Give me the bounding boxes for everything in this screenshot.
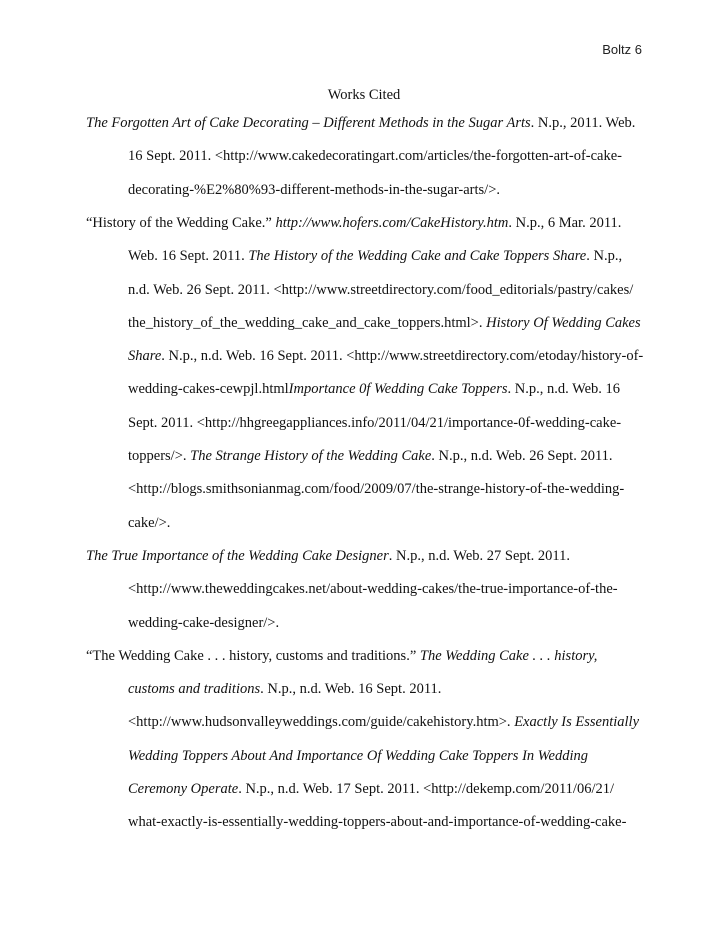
citation-continuation-line	[128, 181, 500, 199]
page-header: Boltz 6	[602, 42, 642, 57]
citation-text: . N.p., n.d. Web. 16 Sept. 2011. <http://www.streetdirectory.com/etoday/history-of-	[161, 348, 644, 365]
citation-continuation-line	[128, 680, 441, 698]
citation-continuation-line	[128, 813, 626, 831]
italic-title-text: The Wedding Cake . . . history,	[419, 647, 598, 664]
citation-text: . N.p., n.d. Web. 26 Sept. 2011.	[431, 448, 613, 464]
citation-continuation-line	[128, 480, 624, 498]
citation-text: 16 Sept. 2011. <http://www.cakedecoratingart.com/articles/the-forgotten-art-of-cake-	[128, 148, 623, 165]
citation-continuation-line	[128, 314, 641, 332]
italic-title-text: The True Importance of the Wedding Cake Designer	[86, 547, 389, 564]
citation-text: <http://blogs.smithsonianmag.com/food/2009/07/the-strange-history-of-the-wedding-	[128, 481, 625, 498]
citation-text: cake/>.	[128, 514, 171, 531]
citation-text: “The Wedding Cake . . . history, customs and traditions.”	[86, 647, 420, 664]
citation-text: what-exactly-is-essentially-wedding-toppers-about-and-importance-of-wedding-cake-	[128, 814, 627, 831]
citation-text: . N.p.,	[586, 248, 623, 265]
citation-continuation-line	[128, 147, 622, 165]
citation-text: decorating-%E2%80%93-different-methods-in-the-sugar-arts/>.	[128, 181, 501, 198]
italic-title-text: http://www.hofers.com/CakeHistory.htm	[275, 214, 509, 231]
italic-title-text: Wedding Toppers About And Importance Of Wedding Cake Toppers In Wedding	[128, 747, 588, 764]
citation-continuation-line	[128, 580, 618, 598]
italic-title-text: Importance 0f Wedding Cake Toppers	[288, 381, 508, 398]
citation-continuation-line	[128, 514, 170, 532]
citation-continuation-line	[128, 780, 614, 798]
italic-title-text: Ceremony Operate	[128, 781, 239, 797]
citation-first-line	[86, 114, 635, 132]
citation-continuation-line	[128, 247, 622, 265]
citation-first-line	[86, 647, 597, 665]
citation-text: toppers/>.	[128, 448, 191, 464]
citation-text: . N.p., n.d. Web. 27 Sept. 2011.	[388, 547, 571, 564]
citation-text: Sept. 2011. <http://hhgreegappliances.info/2011/04/21/importance-0f-wedding-cake-	[128, 414, 622, 431]
citation-text: <http://www.hudsonvalleyweddings.com/guide/cakehistory.htm>.	[128, 714, 515, 731]
citation-first-line	[86, 214, 621, 232]
citation-text: wedding-cake-designer/>.	[128, 614, 280, 631]
citation-continuation-line	[128, 614, 279, 632]
italic-title-text: History Of Wedding Cakes	[486, 314, 641, 331]
citation-text: . N.p., 6 Mar. 2011.	[508, 214, 622, 231]
citation-text: . N.p., n.d. Web. 16	[507, 381, 621, 398]
citation-continuation-line	[128, 347, 643, 365]
citation-text: . N.p., 2011. Web.	[530, 115, 636, 131]
citation-text: “History of the Wedding Cake.”	[86, 214, 276, 231]
italic-title-text: Exactly Is Essentially	[514, 714, 640, 731]
citation-text: . N.p., n.d. Web. 17 Sept. 2011. <http://dekemp.com/2011/06/21/	[238, 781, 614, 797]
italic-title-text: The History of the Wedding Cake and Cake Toppers Share	[248, 248, 587, 265]
italic-title-text: Share	[128, 348, 162, 365]
citation-text: <http://www.theweddingcakes.net/about-wedding-cakes/the-true-importance-of-the-	[128, 581, 618, 598]
italic-title-text: The Strange History of the Wedding Cake	[190, 448, 432, 464]
citation-continuation-line	[128, 380, 620, 398]
citation-text: Web. 16 Sept. 2011.	[128, 248, 249, 265]
citation-continuation-line	[128, 447, 613, 465]
citation-first-line	[86, 547, 570, 565]
citation-continuation-line	[128, 414, 621, 432]
citation-text: the_history_of_the_wedding_cake_and_cake_toppers.html>.	[128, 314, 487, 331]
citation-continuation-line	[128, 281, 633, 299]
citation-continuation-line	[128, 713, 639, 731]
italic-title-text: customs and traditions	[128, 681, 261, 698]
citation-text: wedding-cakes-cewpjl.html	[128, 381, 289, 398]
page-title: Works Cited	[327, 87, 401, 103]
citation-continuation-line	[128, 747, 588, 765]
italic-title-text: The Forgotten Art of Cake Decorating – Different Methods in the Sugar Arts	[86, 115, 531, 131]
citation-text: n.d. Web. 26 Sept. 2011. <http://www.streetdirectory.com/food_editorials/pastry/cakes/	[128, 281, 634, 298]
citation-text: . N.p., n.d. Web. 16 Sept. 2011.	[260, 681, 442, 698]
